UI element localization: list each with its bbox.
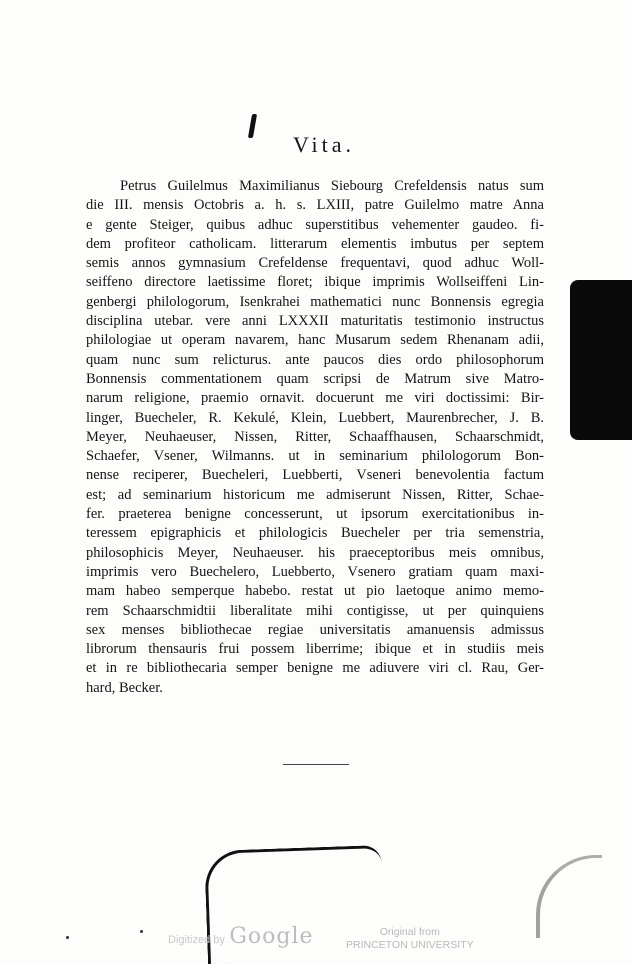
text-line: Petrus Guilelmus Maximilianus Siebourg Crefeldensis natus sum — [120, 178, 544, 194]
text-line: et in re bibliothecaria semper benigne me adiuvere viri cl. Rau, Ger- — [86, 660, 544, 677]
corner-smudge — [536, 855, 602, 938]
text-line: hard, Becker. — [86, 679, 163, 696]
google-logo: Google — [229, 924, 314, 949]
vita-paragraph — [86, 177, 544, 698]
text-line: mam habeo semperque habebo. restat ut pio laetoque animo memo- — [86, 583, 544, 600]
page-edge-tab — [570, 280, 632, 440]
text-line: sex menses bibliothecae regiae universitatis amanuensis admissus — [86, 621, 544, 638]
digitized-watermark — [168, 924, 314, 949]
text-line: philologiae ut operam navarem, hanc Musarum sedem Rhenanam adii, — [86, 332, 544, 349]
text-line: est; ad seminarium historicum me admiserunt Nissen, Ritter, Schae- — [86, 486, 544, 503]
text-line: Bonnensis commentationem quam scripsi de Matrum sive Matro- — [86, 370, 544, 387]
text-line: nense reciperer, Buecheleri, Luebberti, Vseneri benevolentia factum — [86, 467, 544, 484]
original-from-label: Original from — [379, 926, 440, 938]
text-line: Meyer, Neuhaeuser, Nissen, Ritter, Schaaffhausen, Schaarschmidt, — [86, 428, 544, 445]
text-line: librorum thensauris frui possem liberrime; ibique et in studiis meis — [86, 641, 544, 658]
section-divider — [283, 764, 349, 765]
text-line: rem Schaarschmidtii liberalitate mihi contigisse, ut per quinquiens — [86, 602, 544, 619]
page-title: Vita. — [292, 132, 356, 157]
institution-label: PRINCETON UNIVERSITY — [346, 939, 474, 951]
text-line: dem profiteor catholicam. litterarum elementis imbutus per septem — [86, 235, 544, 252]
text-line: linger, Buecheler, R. Kekulé, Klein, Luebbert, Maurenbrecher, J. B. — [86, 409, 544, 426]
speck — [66, 936, 69, 939]
text-line: Schaefer, Vsener, Wilmanns. ut in seminarium philologorum Bon- — [86, 448, 544, 465]
text-line: genbergi philologorum, Isenkrahei mathematici nunc Bonnensis egregia — [86, 293, 544, 310]
original-from-watermark — [346, 926, 474, 952]
text-line: fer. praeterea benigne concesserunt, ut ipsorum exercitationibus in- — [86, 506, 544, 523]
text-line: quam nunc sum relicturus. ante paucos dies ordo philosophorum — [86, 351, 544, 368]
text-line: teressem epigraphicis et philologicis Buecheler per tria semenstria, — [86, 525, 544, 542]
digitized-by-label: Digitized by — [168, 934, 225, 946]
text-line: semis annos gymnasium Crefeldense frequentavi, quod adhuc Woll- — [86, 255, 544, 272]
text-line: imprimis vero Buechelero, Luebberto, Vsenero gratiam quam maxi- — [86, 563, 544, 580]
text-line: philosophicis Meyer, Neuhaeuser. his praeceptoribus meis omnibus, — [86, 544, 544, 561]
text-line: narum religione, praemio ornavit. docuerunt me viri doctissimi: Bir- — [86, 390, 544, 407]
speck — [140, 930, 143, 933]
text-line: e gente Steiger, quibus adhuc superstitibus vehementer gaudeo. fi- — [86, 216, 544, 233]
text-line: disciplina utebar. vere anni LXXXII maturitatis testimonio instructus — [86, 313, 544, 330]
text-line: die III. mensis Octobris a. h. s. LXIII, patre Guilelmo matre Anna — [86, 197, 544, 214]
text-line: seiffeno directore laetissime floret; ibique imprimis Wollseiffeni Lin- — [86, 274, 544, 291]
